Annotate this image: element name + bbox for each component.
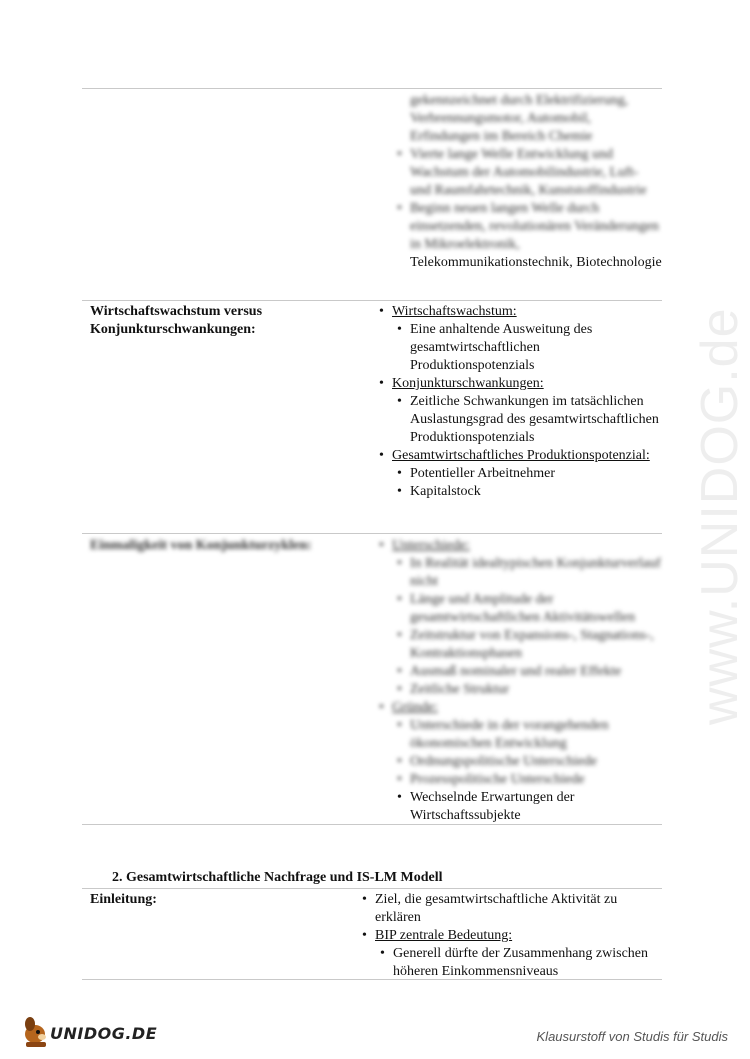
list-item: • Unterschiede in der vorangehenden ökonomischen Entwicklung [377, 717, 662, 753]
section2-content [360, 891, 650, 981]
list-item: • Zeitliche Struktur [377, 681, 662, 699]
row-label: Wirtschaftswachstum versus Konjunkturschwankungen: [90, 304, 263, 337]
list-item: • Unterschiede: [377, 537, 662, 555]
table-rule [82, 88, 662, 89]
list-item: • Konjunkturschwankungen: [377, 375, 662, 393]
row-1-content [377, 303, 662, 501]
list-item: • Wirtschaftswachstum: [377, 303, 662, 321]
footer-slogan: Klausurstoff von Studis für Studis [536, 1029, 728, 1044]
list-item: • Eine anhaltende Ausweitung des gesamtwirtschaftlichen Produktionspotenzials [377, 321, 662, 375]
list-item: Telekommunikationstechnik, Biotechnologie [410, 255, 662, 270]
list-item: • Potentieller Arbeitnehmer [377, 465, 662, 483]
list-item: • Generell dürfte der Zusammenhang zwischen höheren Einkommensniveaus [360, 945, 650, 981]
list-item: • Länge und Amplitude der gesamtwirtschaftlichen Aktivitätswellen [377, 591, 662, 627]
list-item: gekennzeichnet durch Elektrifizierung, Verbrennungsmotor, Automobil, Erfindungen im Bereich Chemie [410, 93, 629, 144]
list-item: • Beginn neuen langen Welle durch einsetzenden, revolutionären Veränderungen in Mikroelektronik, [377, 200, 662, 254]
list-item: • In Realität idealtypischen Konjunkturverlauf nicht [377, 555, 662, 591]
list-item: • Vierte lange Welle Entwicklung und Wachstum der Automobilindustrie, Luft- und Raumfahrtechnik, Kunststoffindustrie [377, 146, 662, 200]
row-label: Einleitung: [90, 892, 157, 907]
list-item: • Prozesspolitische Unterschiede [377, 771, 662, 789]
list-item: • Zeitstruktur von Expansions-, Stagnations-, Kontraktionsphasen [377, 627, 662, 663]
list-item: • Zeitliche Schwankungen im tatsächlichen Auslastungsgrad des gesamtwirtschaftlichen Produktionspotenzials [377, 393, 662, 447]
list-item: • Gesamtwirtschaftliches Produktionspotenzial: [377, 447, 662, 465]
list-item: • Ziel, die gesamtwirtschaftliche Aktivität zu erklären [360, 891, 650, 927]
watermark: www.UNIDOG.de [691, 307, 749, 725]
list-item: • Ausmaß nominaler und realer Effekte [377, 663, 662, 681]
unidog-logo [20, 1012, 160, 1052]
row-label: Einmaligkeit von Konjunkturzyklen: [90, 538, 312, 553]
list-item: • Gründe: [377, 699, 662, 717]
table-rule [82, 824, 662, 825]
list-item: • Wechselnde Erwartungen der Wirtschaftssubjekte [377, 789, 662, 825]
logo-text: UNIDOG.DE [50, 1024, 158, 1043]
table-rule [82, 533, 662, 534]
table-rule [82, 979, 662, 980]
list-item: • Ordnungspolitische Unterschiede [377, 753, 662, 771]
row-0-content [377, 92, 662, 272]
list-item: • Kapitalstock [377, 483, 662, 501]
section-heading: 2. Gesamtwirtschaftliche Nachfrage und IS-LM Modell [112, 870, 443, 885]
row-2-content [377, 537, 662, 825]
table-rule [82, 888, 662, 889]
table-rule [82, 300, 662, 301]
list-item: • BIP zentrale Bedeutung: [360, 927, 650, 945]
